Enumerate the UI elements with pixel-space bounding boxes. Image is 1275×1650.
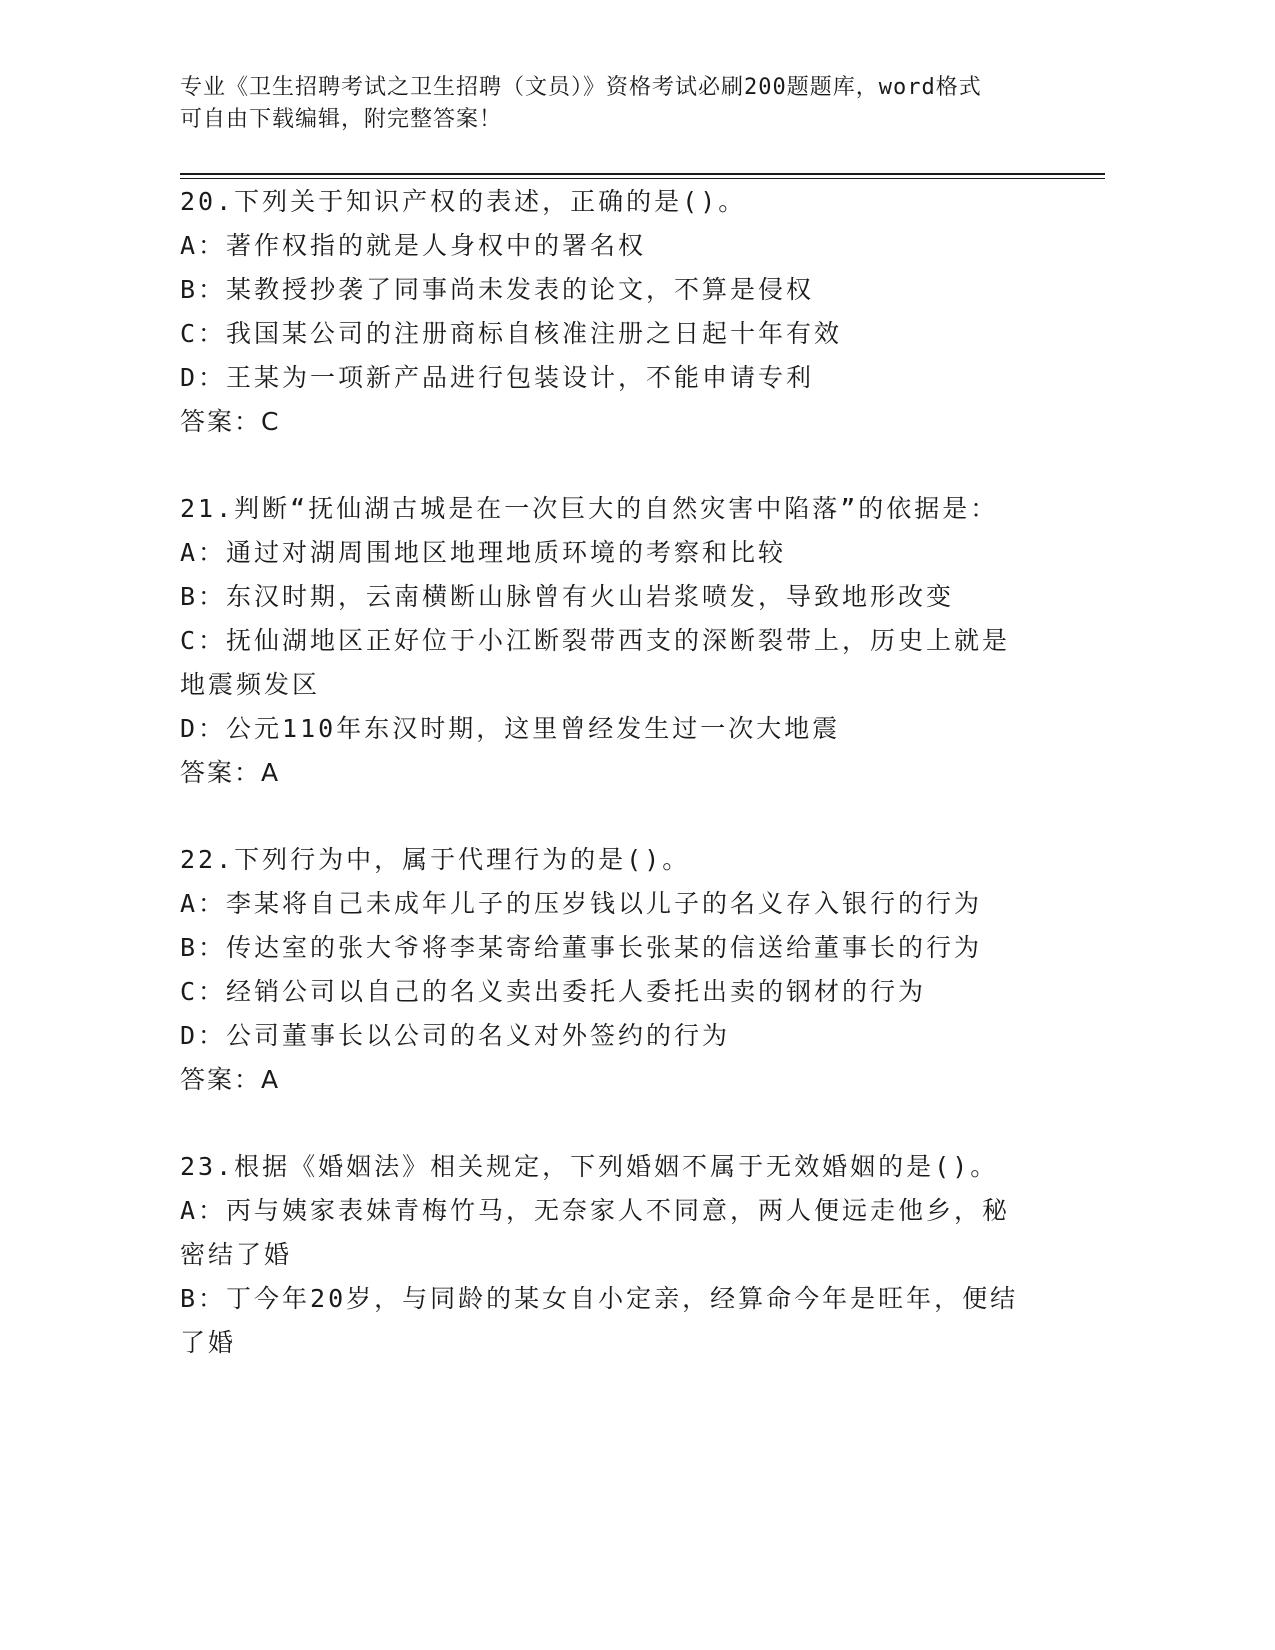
option-a: A：著作权指的就是人身权中的署名权	[180, 231, 647, 260]
option-a: A：丙与姨家表妹青梅竹马，无奈家人不同意，两人便远走他乡，秘密结了婚	[180, 1196, 1011, 1269]
question-21	[180, 487, 1030, 795]
header-line-2: 可自由下载编辑，附完整答案！	[180, 107, 503, 132]
option-d: D：王某为一项新产品进行包装设计，不能申请专利	[180, 363, 815, 392]
option-a: A：通过对湖周围地区地理地质环境的考察和比较	[180, 538, 787, 567]
question-22	[180, 838, 1030, 1102]
option-b: B：某教授抄袭了同事尚未发表的论文，不算是侵权	[180, 275, 815, 304]
option-d: D：公元110年东汉时期，这里曾经发生过一次大地震	[180, 714, 841, 743]
question-20	[180, 180, 1030, 444]
answer-label: 答案：A	[180, 1065, 281, 1094]
option-a: A：李某将自己未成年儿子的压岁钱以儿子的名义存入银行的行为	[180, 889, 983, 918]
question-stem: 21.判断“抚仙湖古城是在一次巨大的自然灾害中陷落”的依据是：	[180, 494, 999, 523]
answer-label: 答案：C	[180, 407, 281, 436]
header-divider-thick	[180, 173, 1105, 175]
header-line-1: 专业《卫生招聘考试之卫生招聘（文员）》资格考试必刷200题题库，word格式	[180, 75, 982, 100]
question-stem: 23.根据《婚姻法》相关规定，下列婚姻不属于无效婚姻的是()。	[180, 1152, 999, 1181]
question-stem: 20.下列关于知识产权的表述，正确的是()。	[180, 187, 747, 216]
option-b: B：传达室的张大爷将李某寄给董事长张某的信送给董事长的行为	[180, 933, 983, 962]
document-header	[180, 72, 1040, 136]
question-23	[180, 1145, 1030, 1365]
option-d: D：公司董事长以公司的名义对外签约的行为	[180, 1021, 731, 1050]
question-stem: 22.下列行为中，属于代理行为的是()。	[180, 845, 691, 874]
option-b: B：东汉时期，云南横断山脉曾有火山岩浆喷发，导致地形改变	[180, 582, 955, 611]
option-c: C：经销公司以自己的名义卖出委托人委托出卖的钢材的行为	[180, 977, 927, 1006]
question-list	[180, 180, 1030, 1408]
option-b: B：丁今年20岁，与同龄的某女自小定亲，经算命今年是旺年，便结了婚	[180, 1284, 1019, 1357]
answer-label: 答案：A	[180, 758, 281, 787]
option-c: C：我国某公司的注册商标自核准注册之日起十年有效	[180, 319, 843, 348]
header-divider-thin	[180, 178, 1105, 179]
option-c: C：抚仙湖地区正好位于小江断裂带西支的深断裂带上，历史上就是地震频发区	[180, 626, 1011, 699]
